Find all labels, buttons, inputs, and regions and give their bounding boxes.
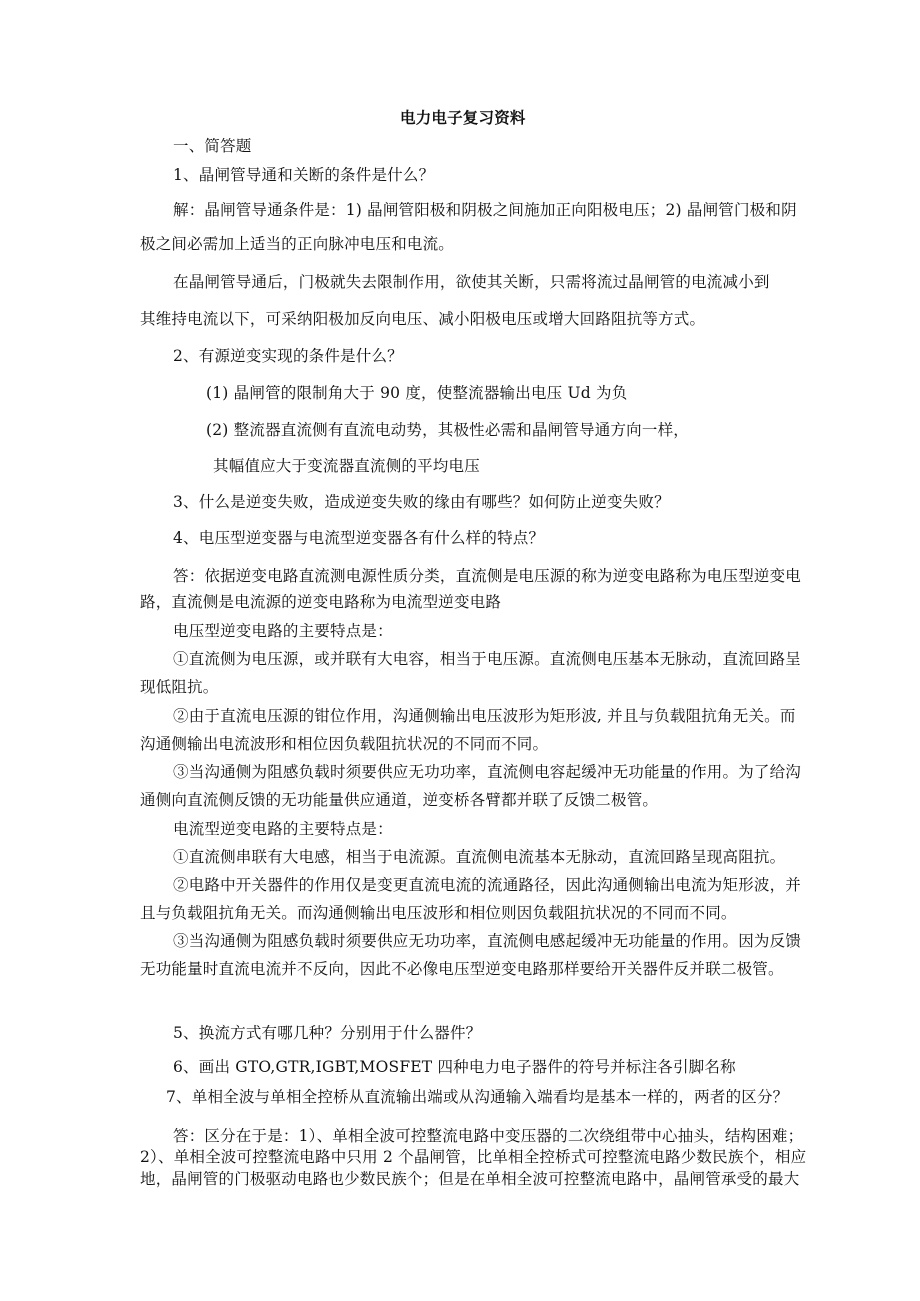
question-6: 6、画出 GTO,GTR,IGBT,MOSFET 四种电力电子器件的符号并标注各引脚名称: [173, 1058, 736, 1076]
question-2: 2、有源逆变实现的条件是什么？: [173, 347, 403, 365]
question-3: 3、什么是逆变失败，造成逆变失败的缘由有哪些？如何防止逆变失败？: [173, 493, 670, 511]
answer-4-line-4: ①直流侧为电压源，或并联有大电容，相当于电压源。直流侧电压基本无脉动，直流回路呈: [173, 650, 802, 668]
answer-4-line-9: 通侧向直流侧反馈的无功能量供应通道，逆变桥各臂都并联了反馈二极管。: [140, 791, 659, 809]
answer-1-line-2: 极之间必需加上适当的正向脉冲电压和电流。: [140, 235, 455, 253]
answer-4-line-6: ②由于直流电压源的钳位作用，沟通侧输出电压波形为矩形波, 并且与负载阻抗角无关。而: [173, 707, 796, 725]
answer-4-line-10: 电流型逆变电路的主要特点是：: [173, 820, 393, 838]
answer-1-line-3: 在晶闸管导通后，门极就失去限制作用，欲使其关断，只需将流过晶闸管的电流减小到: [173, 273, 770, 291]
answer-4-line-7: 沟通侧输出电流波形和相位因负载阻抗状况的不同而不同。: [140, 735, 549, 753]
answer-1-line-4: 其维持电流以下，可采纳阳极加反向电压、减小阳极电压或增大回路阻抗等方式。: [140, 310, 706, 328]
answer-2-line-3: 其幅值应大于变流器直流侧的平均电压: [213, 457, 480, 475]
answer-7-line-1: 答：区分在于是：1）、单相全波可控整流电路中变压器的二次绕组带中心抽头，结构困难；: [173, 1127, 804, 1145]
question-5: 5、换流方式有哪几种？分别用于什么器件？: [173, 1024, 482, 1042]
question-7: 7、单相全波与单相全控桥从直流输出端或从沟通输入端看均是基本一样的，两者的区分？: [166, 1088, 789, 1106]
answer-7-line-2: 2）、单相全波可控整流电路中只用 2 个晶闸管，比单相全控桥式可控整流电路少数民族个，相应: [140, 1148, 807, 1166]
answer-4-line-13: 且与负载阻抗角无关。而沟通侧输出电压波形和相位则因负载阻抗状况的不同而不同。: [140, 904, 737, 922]
question-4: 4、电压型逆变器与电流型逆变器各有什么样的特点？: [173, 529, 545, 547]
section-heading: 一、简答题: [173, 137, 252, 155]
answer-4-line-8: ③当沟通侧为阻感负载时须要供应无功功率，直流侧电容起缓冲无功能量的作用。为了给沟: [173, 763, 802, 781]
answer-1-line-1: 解：晶闸管导通条件是：1) 晶闸管阳极和阴极之间施加正向阳极电压；2) 晶闸管门极和阴: [173, 201, 797, 219]
answer-7-line-3: 地，晶闸管的门极驱动电路也少数民族个；但是在单相全波可控整流电路中，晶闸管承受的最大: [140, 1170, 800, 1188]
answer-4-line-1: 答：依据逆变电路直流测电源性质分类，直流侧是电压源的称为逆变电路称为电压型逆变电: [173, 567, 802, 585]
answer-4-line-5: 现低阻抗。: [140, 678, 219, 696]
question-1: 1、晶闸管导通和关断的条件是什么？: [173, 166, 435, 184]
answer-4-line-3: 电压型逆变电路的主要特点是：: [173, 622, 393, 640]
answer-4-line-14: ③当沟通侧为阻感负载时须要供应无功功率，直流侧电感起缓冲无功能量的作用。因为反馈: [173, 932, 802, 950]
answer-4-line-11: ①直流侧串联有大电感，相当于电流源。直流侧电流基本无脉动，直流回路呈现高阻抗。: [173, 848, 786, 866]
document-title: 电力电子复习资料: [400, 109, 526, 127]
answer-4-line-12: ②电路中开关器件的作用仅是变更直流电流的流通路径，因此沟通侧输出电流为矩形波，并: [173, 876, 802, 894]
answer-2-line-2: (2) 整流器直流侧有直流电动势，其极性必需和晶闸管导通方向一样，: [206, 421, 689, 439]
answer-4-line-15: 无功能量时直流电流并不反向，因此不必像电压型逆变电路那样要给开关器件反并联二极管。: [140, 960, 784, 978]
answer-4-line-2: 路，直流侧是电流源的逆变电路称为电流型逆变电路: [140, 593, 502, 611]
answer-2-line-1: (1) 晶闸管的限制角大于 90 度，使整流器输出电压 Ud 为负: [206, 384, 628, 402]
